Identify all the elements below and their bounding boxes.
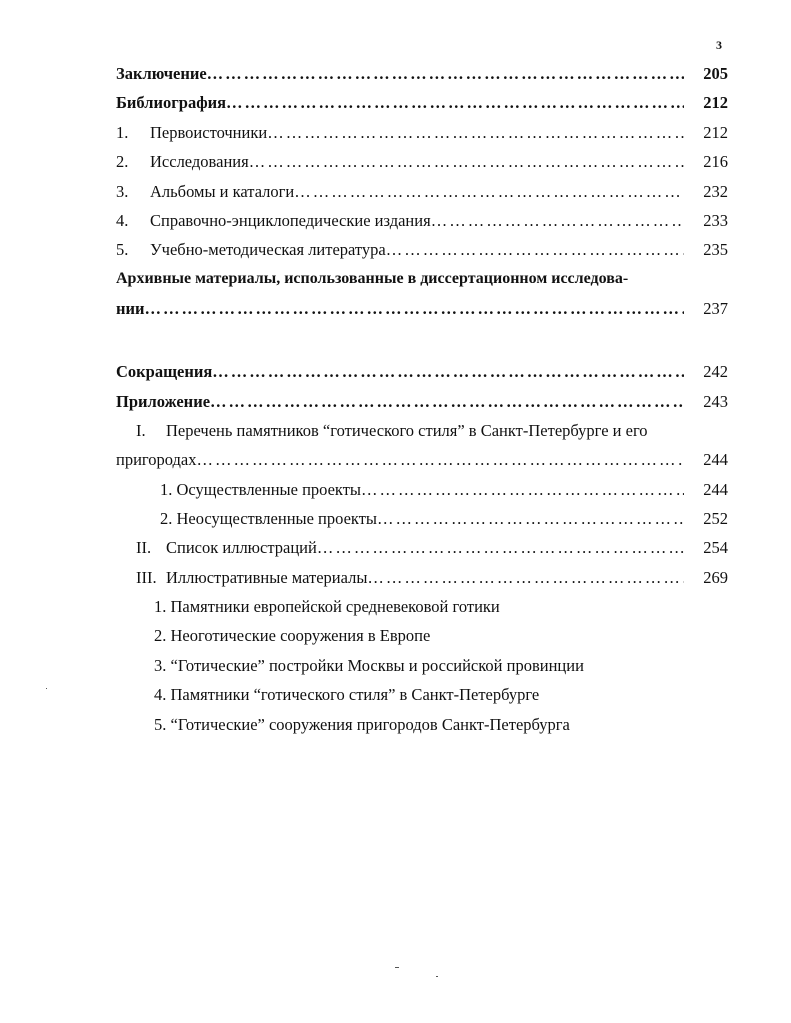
toc-entry-number: 4. (116, 211, 129, 230)
scan-speck (46, 688, 47, 689)
illustration-item[interactable]: 3. “Готические” постройки Москвы и российской провинции (154, 656, 584, 675)
leader-dots (386, 240, 684, 260)
toc-entry-label: 1. Осуществленные проекты (160, 480, 362, 499)
toc-entry-teaching[interactable] (116, 240, 728, 264)
leader-dots (207, 64, 684, 84)
toc-entry-appendix[interactable] (116, 392, 728, 416)
toc-entry-unrealized-projects[interactable] (160, 509, 728, 533)
scan-speck (436, 976, 438, 977)
toc-entry-conclusion[interactable] (116, 64, 728, 88)
toc-entry-label: Альбомы и каталоги (150, 182, 295, 201)
toc-entry-archives[interactable] (116, 299, 728, 323)
toc-entry-number: 3. (116, 182, 129, 201)
leader-dots (226, 93, 684, 113)
leader-dots (377, 509, 684, 529)
toc-entry-page: 216 (703, 152, 728, 171)
toc-entry-primary-sources[interactable] (116, 123, 728, 147)
illustration-item[interactable]: 2. Неоготические сооружения в Европе (154, 626, 431, 645)
toc-entry-illustration-list[interactable] (136, 538, 728, 562)
toc-entry-page: 205 (703, 64, 728, 83)
toc-entry-bibliography[interactable] (116, 93, 728, 117)
toc-entry-page: 254 (703, 538, 728, 557)
toc-entry-label: Заключение (116, 64, 207, 83)
leader-dots (431, 211, 684, 231)
leader-dots (361, 480, 684, 500)
toc-entry-page: 243 (703, 392, 728, 411)
leader-dots (197, 450, 684, 470)
toc-entry-label: Сокращения (116, 362, 213, 381)
toc-entry-label: пригородах (116, 450, 197, 469)
leader-dots (212, 362, 684, 382)
toc-entry-label: Исследования (150, 152, 249, 171)
leader-dots (249, 152, 684, 172)
toc-entry-label: нии (116, 299, 145, 318)
toc-entry-number: 2. (116, 152, 129, 171)
toc-entry-number: I. (136, 421, 146, 440)
toc-entry-studies[interactable] (116, 152, 728, 176)
toc-entry-realized-projects[interactable] (160, 480, 728, 504)
toc-entry-illustrative-materials[interactable] (136, 568, 728, 592)
leader-dots (294, 182, 684, 202)
leader-dots (367, 568, 684, 588)
page-number: 3 (716, 38, 722, 52)
toc-entry-page: 232 (703, 182, 728, 201)
toc-entry-page: 252 (703, 509, 728, 528)
toc-entry-page: 212 (703, 123, 728, 142)
toc-entry-label: Список иллюстраций (166, 538, 317, 557)
leader-dots (145, 299, 684, 319)
toc-entry-abbreviations[interactable] (116, 362, 728, 386)
toc-entry-page: 233 (703, 211, 728, 230)
leader-dots (210, 392, 684, 412)
illustration-item[interactable]: 1. Памятники европейской средневековой готики (154, 597, 500, 616)
toc-entry-monuments[interactable] (116, 450, 728, 474)
leader-dots (317, 538, 684, 558)
toc-entry-label: Справочно-энциклопедические издания (150, 211, 431, 230)
toc-entry-page: 244 (703, 450, 728, 469)
toc-entry-label: Приложение (116, 392, 211, 411)
illustration-item[interactable]: 5. “Готические” сооружения пригородов Санкт-Петербурга (154, 715, 570, 734)
toc-entry-label: Учебно-методическая литература (150, 240, 386, 259)
toc-entry-label: Библиография (116, 93, 227, 112)
toc-entry-encyclopedic[interactable] (116, 211, 728, 235)
toc-entry-number: 5. (116, 240, 129, 259)
toc-entry-label: Перечень памятников “готического стиля” в Санкт-Петербурге и его (166, 421, 648, 440)
toc-entry-page: 269 (703, 568, 728, 587)
scan-speck (395, 967, 399, 968)
toc-entry-label: Иллюстративные материалы (166, 568, 368, 587)
toc-entry-number: II. (136, 538, 152, 557)
toc-entry-archives-line1[interactable]: Архивные материалы, использованные в диссертационном исследова- (116, 270, 629, 287)
leader-dots (267, 123, 684, 143)
toc-entry-page: 235 (703, 240, 728, 259)
toc-entry-label: Первоисточники (150, 123, 268, 142)
toc-entry-albums[interactable] (116, 182, 728, 206)
toc-entry-label: 2. Неосуществленные проекты (160, 509, 378, 528)
toc-entry-page: 237 (703, 299, 728, 318)
toc-entry-monuments-line1[interactable] (136, 421, 648, 441)
illustration-item[interactable]: 4. Памятники “готического стиля” в Санкт-Петербурге (154, 685, 540, 704)
toc-entry-number: III. (136, 568, 157, 587)
toc-entry-page: 242 (703, 362, 728, 381)
toc-entry-page: 244 (703, 480, 728, 499)
toc-entry-number: 1. (116, 123, 129, 142)
toc-entry-page: 212 (703, 93, 728, 112)
